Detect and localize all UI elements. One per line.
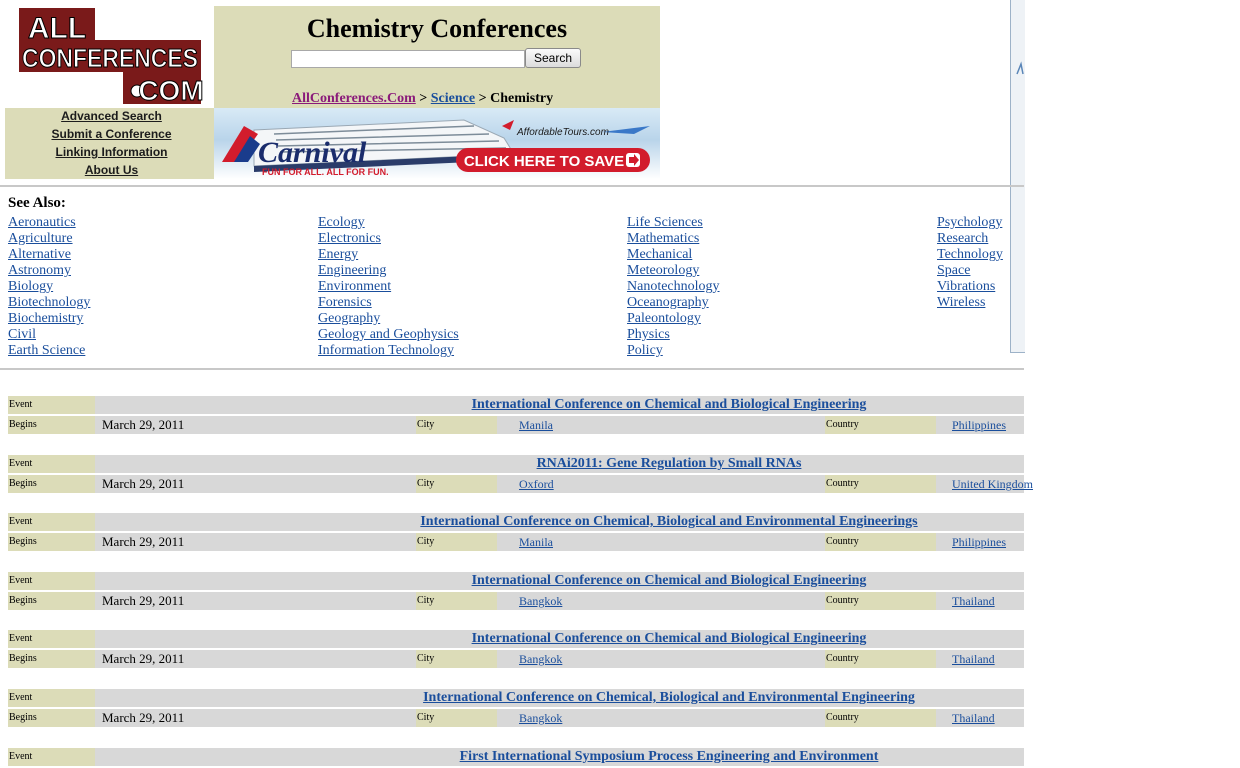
about-us-link[interactable]: About Us bbox=[84, 163, 139, 177]
see-also-heading: See Also: bbox=[8, 195, 66, 211]
event-label: Event bbox=[8, 689, 95, 707]
event-title-link[interactable]: International Conference on Chemical, Biological and Environmental Engineerings bbox=[420, 514, 918, 529]
see-also-column-1 bbox=[8, 215, 90, 359]
see-also-link[interactable]: Forensics bbox=[318, 295, 372, 310]
begins-label: Begins bbox=[8, 416, 95, 434]
advanced-search-link[interactable]: Advanced Search bbox=[61, 109, 162, 123]
country-label: Country bbox=[825, 475, 936, 493]
event-date: March 29, 2011 bbox=[102, 534, 185, 549]
linking-information-link[interactable]: Linking Information bbox=[55, 145, 168, 159]
see-also-link[interactable]: Ecology bbox=[318, 215, 365, 230]
see-also-link[interactable]: Technology bbox=[937, 247, 1003, 262]
event-entry bbox=[8, 513, 1024, 551]
breadcrumb-science-link[interactable]: Science bbox=[430, 91, 476, 106]
city-label: City bbox=[416, 475, 497, 493]
event-title-row bbox=[8, 455, 1024, 473]
header-title-box bbox=[214, 6, 660, 108]
event-date: March 29, 2011 bbox=[102, 476, 185, 491]
event-title-row bbox=[8, 689, 1024, 707]
divider bbox=[0, 368, 1024, 370]
event-entry bbox=[8, 572, 1024, 610]
see-also-link[interactable]: Engineering bbox=[318, 263, 387, 278]
see-also-link[interactable]: Meteorology bbox=[627, 263, 700, 278]
country-label: Country bbox=[825, 650, 936, 668]
see-also-link[interactable]: Physics bbox=[627, 327, 670, 342]
see-also-link[interactable]: Biology bbox=[8, 279, 54, 294]
click-to-save-text: CLICK HERE TO SAVE bbox=[463, 153, 625, 170]
see-also-link[interactable]: Mathematics bbox=[627, 231, 700, 246]
scroll-arrow-icon bbox=[1017, 64, 1023, 74]
event-city-link[interactable]: Bangkok bbox=[519, 711, 563, 725]
event-date: March 29, 2011 bbox=[102, 593, 185, 608]
event-country-link[interactable]: Philippines bbox=[952, 535, 1007, 549]
event-label: Event bbox=[8, 748, 95, 766]
breadcrumb-separator: > bbox=[415, 91, 431, 106]
site-nav bbox=[5, 108, 214, 179]
event-date: March 29, 2011 bbox=[102, 710, 185, 725]
breadcrumb-separator: > bbox=[475, 91, 491, 106]
event-details-row bbox=[8, 416, 1024, 434]
see-also-link[interactable]: Electronics bbox=[318, 231, 381, 246]
divider bbox=[0, 185, 1024, 187]
see-also-link[interactable]: Information Technology bbox=[318, 343, 455, 358]
see-also-link[interactable]: Earth Science bbox=[8, 343, 86, 358]
see-also-column-3 bbox=[627, 215, 720, 359]
carnival-ad-banner[interactable] bbox=[214, 108, 660, 179]
event-title-row bbox=[8, 572, 1024, 590]
event-title-link[interactable]: First International Symposium Process Engineering and Environment bbox=[459, 749, 879, 764]
city-label: City bbox=[416, 592, 497, 610]
see-also-link[interactable]: Environment bbox=[318, 279, 392, 294]
event-date: March 29, 2011 bbox=[102, 417, 185, 432]
begins-label: Begins bbox=[8, 475, 95, 493]
side-panel-scrollbar[interactable] bbox=[1010, 0, 1025, 353]
event-entry bbox=[8, 748, 1024, 768]
allconferences-logo[interactable] bbox=[17, 6, 203, 106]
event-title-row bbox=[8, 396, 1024, 414]
event-entry bbox=[8, 689, 1024, 727]
country-label: Country bbox=[825, 416, 936, 434]
see-also-link[interactable]: Alternative bbox=[8, 247, 71, 262]
event-title-row bbox=[8, 513, 1024, 531]
see-also-link[interactable]: Biotechnology bbox=[8, 295, 91, 310]
see-also-link[interactable]: Civil bbox=[8, 327, 37, 342]
see-also-link[interactable]: Energy bbox=[318, 247, 359, 262]
event-city-link[interactable]: Manila bbox=[519, 418, 553, 432]
country-label: Country bbox=[825, 592, 936, 610]
begins-label: Begins bbox=[8, 592, 95, 610]
event-entry bbox=[8, 396, 1024, 434]
event-label: Event bbox=[8, 572, 95, 590]
carnival-brand-text: Carnival bbox=[258, 136, 367, 169]
city-label: City bbox=[416, 709, 497, 727]
event-country-link[interactable]: Thailand bbox=[952, 711, 995, 725]
event-title-row bbox=[8, 748, 1024, 766]
event-title-link[interactable]: International Conference on Chemical and Biological Engineering bbox=[471, 573, 867, 588]
event-title-row bbox=[8, 630, 1024, 648]
breadcrumb-current: Chemistry bbox=[490, 91, 554, 106]
event-title-link[interactable]: International Conference on Chemical and Biological Engineering bbox=[471, 397, 867, 412]
event-label: Event bbox=[8, 630, 95, 648]
event-label: Event bbox=[8, 455, 95, 473]
see-also-link[interactable]: Agriculture bbox=[8, 231, 73, 246]
event-city-link[interactable]: Bangkok bbox=[519, 652, 563, 666]
page-title: Chemistry Conferences bbox=[306, 14, 568, 43]
submit-conference-link[interactable]: Submit a Conference bbox=[51, 127, 172, 141]
country-label: Country bbox=[825, 709, 936, 727]
event-title-link[interactable]: RNAi2011: Gene Regulation by Small RNAs bbox=[536, 456, 802, 471]
event-details-row bbox=[8, 592, 1024, 610]
city-label: City bbox=[416, 650, 497, 668]
event-label: Event bbox=[8, 396, 95, 414]
event-title-link[interactable]: International Conference on Chemical and Biological Engineering bbox=[471, 631, 867, 646]
begins-label: Begins bbox=[8, 709, 95, 727]
arrow-right-icon bbox=[626, 153, 640, 167]
event-details-row bbox=[8, 650, 1024, 668]
see-also-link[interactable]: Geology and Geophysics bbox=[318, 327, 459, 342]
event-country-link[interactable]: Thailand bbox=[952, 594, 995, 608]
event-label: Event bbox=[8, 513, 95, 531]
see-also-link[interactable]: Oceanography bbox=[627, 295, 709, 310]
see-also-link[interactable]: Nanotechnology bbox=[627, 279, 720, 294]
event-entry bbox=[8, 455, 1033, 493]
see-also-link[interactable]: Psychology bbox=[937, 215, 1003, 230]
event-date: March 29, 2011 bbox=[102, 651, 185, 666]
see-also-link[interactable]: Research bbox=[937, 231, 989, 246]
see-also-link[interactable]: Wireless bbox=[937, 295, 986, 310]
see-also-link[interactable]: Policy bbox=[627, 343, 663, 358]
event-entry bbox=[8, 630, 1024, 668]
see-also-link[interactable]: Life Sciences bbox=[627, 215, 703, 230]
see-also-link[interactable]: Paleontology bbox=[627, 311, 701, 326]
see-also-link[interactable]: Astronomy bbox=[8, 263, 71, 278]
see-also-link[interactable]: Biochemistry bbox=[8, 311, 84, 326]
event-country-link[interactable]: Philippines bbox=[952, 418, 1007, 432]
carnival-tagline: FUN FOR ALL. ALL FOR FUN. bbox=[262, 167, 389, 177]
event-city-link[interactable]: Manila bbox=[519, 535, 553, 549]
begins-label: Begins bbox=[8, 650, 95, 668]
see-also-link[interactable]: Aeronautics bbox=[8, 215, 76, 230]
search-input[interactable] bbox=[291, 50, 525, 68]
see-also-link[interactable]: Mechanical bbox=[627, 247, 693, 262]
event-details-row bbox=[8, 709, 1024, 727]
see-also-column-2 bbox=[318, 215, 459, 359]
logo-text-conferences: CONFERENCES bbox=[22, 43, 198, 73]
see-also-link[interactable]: Vibrations bbox=[937, 279, 996, 294]
city-label: City bbox=[416, 533, 497, 551]
country-label: Country bbox=[825, 533, 936, 551]
affordabletours-text: AffordableTours.com bbox=[517, 127, 609, 138]
event-city-link[interactable]: Bangkok bbox=[519, 594, 563, 608]
see-also-link[interactable]: Geography bbox=[318, 311, 381, 326]
event-details-row bbox=[8, 475, 1033, 493]
breadcrumb bbox=[292, 91, 553, 107]
event-details-row bbox=[8, 533, 1024, 551]
event-city-link[interactable]: Oxford bbox=[519, 477, 554, 491]
see-also-link[interactable]: Space bbox=[937, 263, 971, 278]
begins-label: Begins bbox=[8, 533, 95, 551]
logo-text-com: COM bbox=[138, 75, 204, 106]
city-label: City bbox=[416, 416, 497, 434]
breadcrumb-home-link[interactable]: AllConferences.Com bbox=[292, 91, 416, 106]
event-title-link[interactable]: International Conference on Chemical, Biological and Environmental Engineering bbox=[423, 690, 915, 705]
search-button[interactable]: Search bbox=[525, 48, 581, 68]
see-also-column-4 bbox=[937, 215, 1003, 311]
logo-text-all: ALL bbox=[27, 12, 87, 45]
event-country-link[interactable]: United Kingdom bbox=[952, 477, 1033, 491]
event-country-link[interactable]: Thailand bbox=[952, 652, 995, 666]
